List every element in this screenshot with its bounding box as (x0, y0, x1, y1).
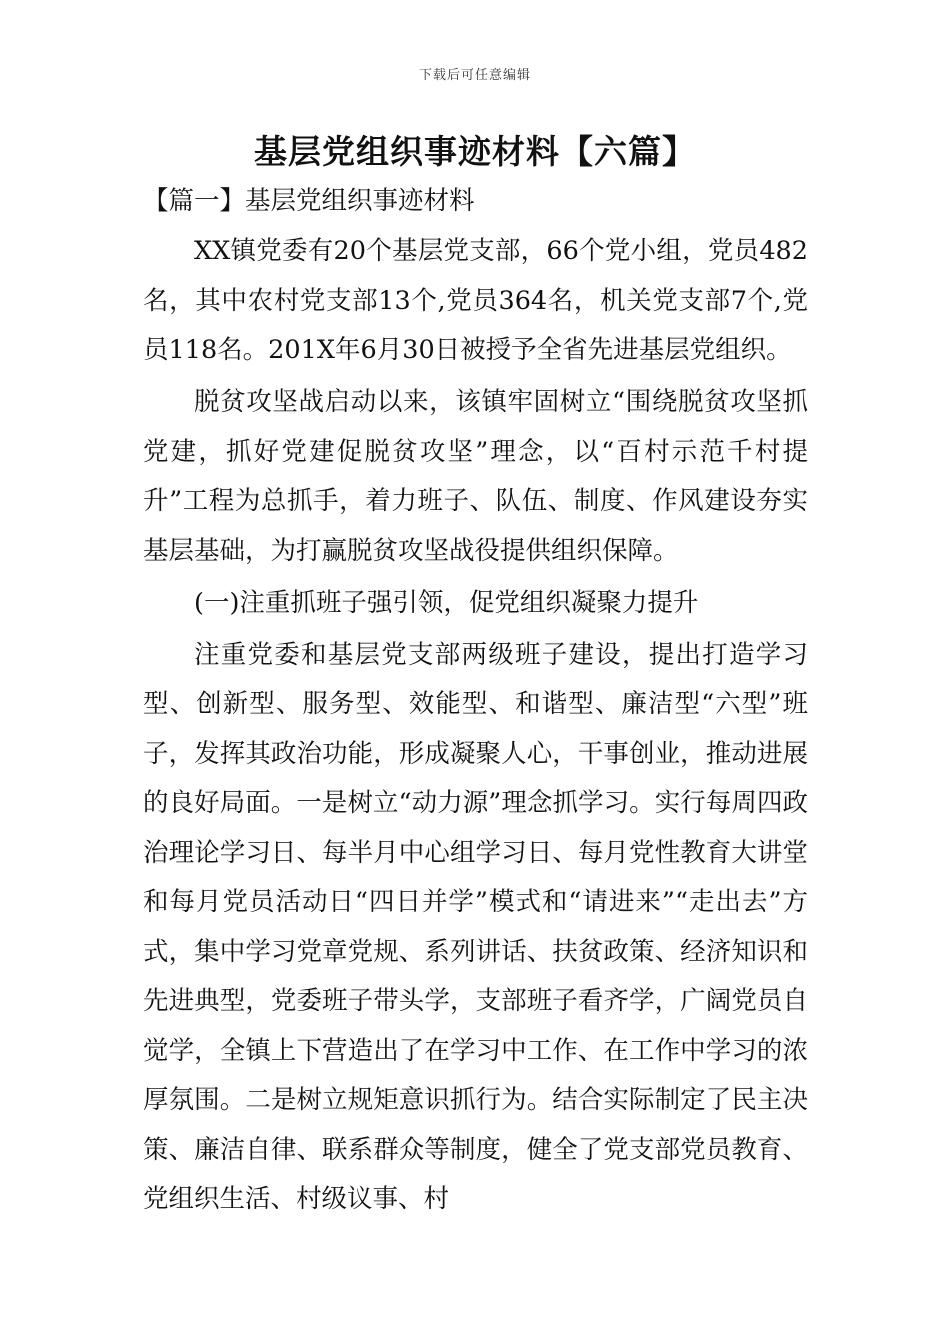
paragraph-team-building: 注重党委和基层党支部两级班子建设，提出打造学习型、创新型、服务型、效能型、和谐型、廉洁型“六型”班子，发挥其政治功能，形成凝聚人心，干事创业，推动进展的良好局面。一是树立“动力源”理念抓学习。实行每周四政治理论学习日、每半月中心组学习日、每月党性教育大讲堂和每月党员活动日“四日并学”模式和“请进来”“走出去”方式，集中学习党章党规、系列讲话、扶贫政策、经济知识和先进典型，党委班子带头学，支部班子看齐学，广阔党员自觉学，全镇上下营造出了在学习中工作、在工作中学习的浓厚氛围。二是树立规矩意识抓行为。结合实际制定了民主决策、廉洁自律、联系群众等制度，健全了党支部党员教育、党组织生活、村级议事、村 (143, 639, 808, 1214)
header-note: 下载后可任意编辑 (418, 68, 531, 83)
paragraph-poverty-alleviation: 脱贫攻坚战启动以来，该镇牢固树立“围绕脱贫攻坚抓党建，抓好党建促脱贫攻坚”理念，以“百村示范千村提升”工程为总抓手，着力班子、队伍、制度、作风建设夯实基层基础，为打赢脱贫攻坚战役提供组织保障。 (143, 387, 808, 566)
document-body (143, 175, 808, 1225)
subheading-one: (一)注重抓班子强引领，促党组织凝聚力提升 (194, 587, 699, 618)
document-title: 基层党组织事迹材料【六篇】 (254, 132, 696, 171)
section-heading: 【篇一】基层党组织事迹材料 (143, 186, 475, 216)
paragraph-intro: XX镇党委有20个基层党支部，66个党小组，党员482名，其中农村党支部13个,党员364名，机关党支部7个,党员118名。201X年6月30日被授予全省先进基层党组织。 (143, 236, 808, 365)
